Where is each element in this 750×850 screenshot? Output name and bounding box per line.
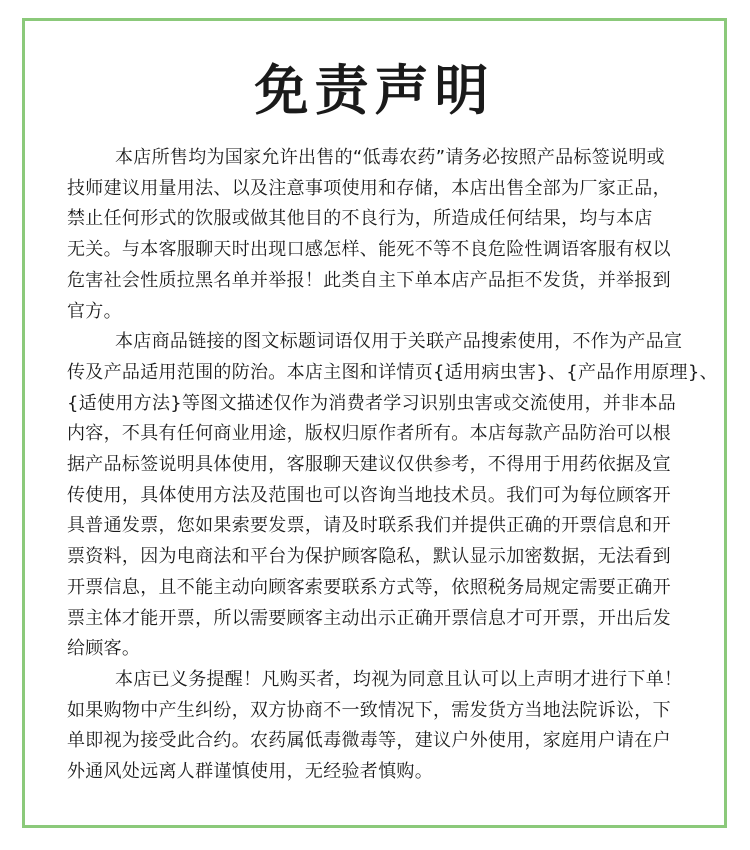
- text-line: 开票信息，且不能主动向顾客索要联系方式等，依照税务局规定需要正确开: [67, 576, 671, 598]
- text-line: 票主体才能开票，所以需要顾客主动出示正确开票信息才可开票，开出后发: [67, 607, 671, 629]
- text-line: 官方。: [67, 300, 122, 322]
- text-line: 本店所售均为国家允许出售的“低毒农药”请务必按照产品标签说明或: [115, 147, 665, 168]
- text-line: {适使用方法}等图文描述仅作为消费者学习识别虫害或交流使用，并非本品: [67, 392, 677, 414]
- text-line: 技师建议用量用法、以及注意事项使用和存储，本店出售全部为厂家正品，: [67, 177, 671, 199]
- paragraph-purchase-agreement: [67, 665, 683, 788]
- text-line: 本店商品链接的图文标题词语仅用于关联产品搜索使用，不作为产品宣: [115, 331, 683, 353]
- text-line: 外通风处远离人群谨慎使用，无经验者慎购。: [67, 761, 433, 783]
- text-line: 无关。与本客服聊天时出现口感怎样、能死不等不良危险性调语客服有权以: [67, 239, 671, 261]
- text-line: 如果购物中产生纠纷，双方协商不一致情况下，需发货方当地法院诉讼，下: [67, 699, 671, 721]
- text-line: 本店已义务提醒！凡购买者，均视为同意且认可以上声明才进行下单！: [115, 668, 683, 690]
- text-line: 具普通发票，您如果索要发票，请及时联系我们并提供正确的开票信息和开: [67, 515, 671, 537]
- text-line: 传使用，具体使用方法及范围也可以咨询当地技术员。我们可为每位顾客开: [67, 484, 671, 506]
- text-line: 内容，不具有任何商业用途，版权归原作者所有。本店每款产品防治可以根: [67, 423, 671, 445]
- text-line: 禁止任何形式的饮服或做其他目的不良行为，所造成任何结果，均与本店: [67, 208, 653, 230]
- text-line: 传及产品适用范围的防治。本店主图和详情页{适用病虫害}、{产品作用原理}、: [67, 361, 718, 383]
- disclaimer-frame: [22, 18, 727, 828]
- paragraph-sales-policy: [67, 143, 679, 327]
- text-line: 危害社会性质拉黑名单并举报！此类自主下单本店产品拒不发货，并举报到: [67, 269, 671, 291]
- text-line: 单即视为接受此合约。农药属低毒微毒等，建议户外使用，家庭用户请在户: [67, 730, 671, 752]
- page-title: 免责声明: [254, 59, 495, 122]
- paragraph-content-usage: [67, 327, 718, 665]
- text-line: 票资料，因为电商法和平台为保护顾客隐私，默认显示加密数据，无法看到: [67, 546, 671, 568]
- disclaimer-body: [67, 143, 718, 788]
- text-line: 据产品标签说明具体使用，客服聊天建议仅供参考，不得用于用药依据及宣: [67, 454, 671, 476]
- text-line: 给顾客。: [67, 638, 141, 660]
